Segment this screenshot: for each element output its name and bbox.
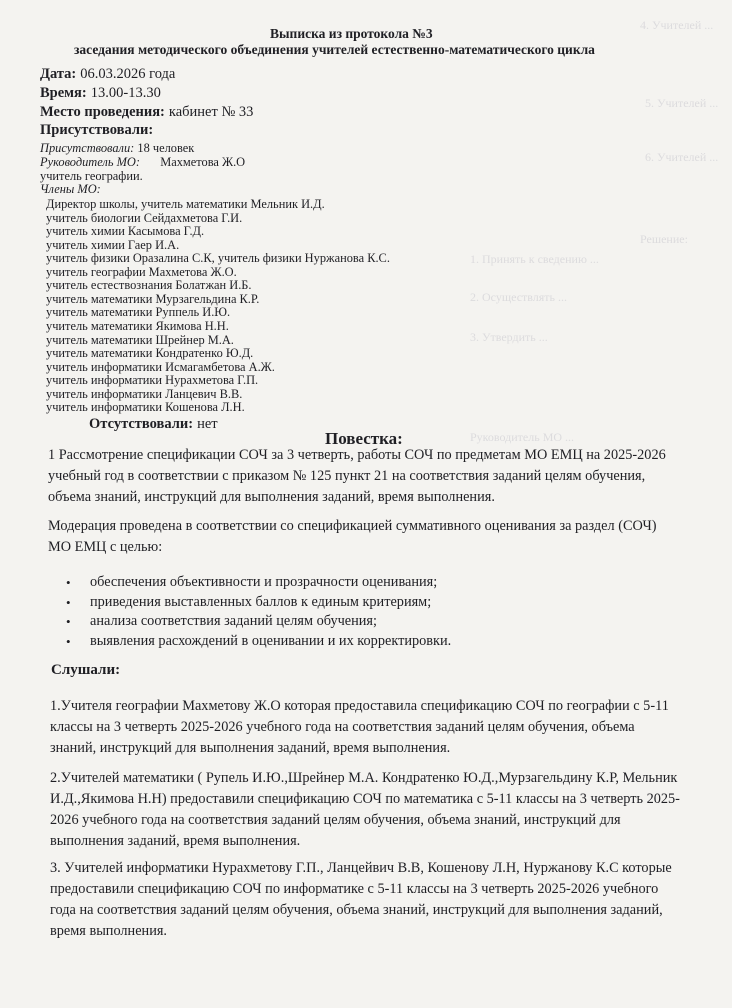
member-item: учитель биологии Сейдахметова Г.И. <box>46 210 243 225</box>
members-label: Члены МО: <box>40 182 101 196</box>
absent-row <box>89 415 218 433</box>
member-item: учитель математики Кондратенко Ю.Д. <box>46 346 254 361</box>
member-item: учитель географии Махметова Ж.О. <box>46 264 237 279</box>
member-item: учитель информатики Ланцевич В.В. <box>46 386 243 401</box>
member-item: учитель математики Шрейнер М.А. <box>46 332 234 347</box>
heard-p2-line: И.Д.,Якимова Н.Н) предоставили спецификацию СОЧ по математика с 5-11 классы на 3 четверть 2025- <box>50 791 680 807</box>
present-count-value: 18 человек <box>137 141 195 155</box>
date-label: Дата: <box>40 66 77 82</box>
place-row <box>40 103 253 121</box>
member-item: учитель математики Мурзагельдина К.Р. <box>46 291 260 306</box>
heard-paragraph-2 <box>50 768 680 852</box>
list-item: • обеспечения объективности и прозрачности оценивания; <box>48 573 451 593</box>
present-heading: Присутствовали: <box>40 122 154 138</box>
moderation-paragraph <box>48 516 657 558</box>
member-item: учитель химии Касымова Г.Д. <box>46 224 205 239</box>
agenda-item-1-line: учебный год в соответствии с приказом № 125 пункт 21 на соответствия заданий целям обучения, <box>48 468 646 484</box>
time-row <box>40 84 161 102</box>
member-item: учитель математики Руппель И.Ю. <box>46 305 231 320</box>
heard-paragraph-1 <box>50 696 669 759</box>
time-label: Время: <box>40 85 87 101</box>
head-label: Руководитель МО: <box>40 155 140 169</box>
list-item: • анализа соответствия заданий целям обучения; <box>48 612 451 632</box>
head-value: Махметова Ж.О <box>160 155 246 169</box>
goals-list <box>48 573 451 651</box>
member-item: учитель информатики Нурахметова Г.П. <box>46 373 259 388</box>
absent-value: нет <box>197 416 218 432</box>
heard-p2-line: 2.Учителей математики ( Рупель И.Ю.,Шрейнер М.А. Кондратенко Ю.Д.,Мурзагельдину К.Р, Мельник <box>50 770 678 786</box>
document-page: 4. Учителей ... 5. Учителей ... 6. Учителей ... Решение: 1. Принять к сведению ... 2. Осуществлять ... 3. Утвердить ... Руководитель МО ... Выписка из протокола №3 заседания методического объединения учителей естественно-математического цикла Дата: 06.03.2026 года Время: 13.00-13.30 Место проведения: кабинет № 33 Присутствовали: Присутствовали: 18 человек Руководитель МО: Махметова Ж.О учитель географии. Члены МО: Директор школы, учитель математики Мельник И.Д. учитель биологии Сейдахметова Г.И. учитель химии Касымова Г.Д. учитель химии Гаер И.А. учитель физики Оразалина С.К, учитель физики Нуржанова К.С. учитель географии Махметова Ж.О. учитель естествознания Болатжан И.Б. учитель математики Мурзагельдина К.Р. учитель математики Руппель И.Ю. учитель математики Якимова Н.Н. учитель математики Шрейнер М.А. учитель математики Кондратенко Ю.Д. учитель информатики Исмагамбетова А.Ж. учитель информатики Нурахметова Г.П. учитель информатики Ланцевич В.В. учитель информатики Кошенова Л.Н. Отсутствовали: нет Повестка: 1 Рассмотрение спецификации СОЧ за 3 четверть, работы СОЧ по предметам МО ЕМЦ на 2025-2026 учебный год в соответствии с приказом № 125 пункт 21 на соответствия заданий целям обучения, объема знаний, инструкций для выполнения заданий, время выполнения. Модерация проведена в соответствии со спецификацией суммативного оценивания за раздел (СОЧ) МО ЕМЦ с целью: • обеспечения объективности и прозрачности оценивания; • приведения выставленных баллов к единым критериям; • анализа соответствия заданий целям обучения; • выявления расхождений в оценивании и их корректировки. Слушали: 1.Учителя географии Махметову Ж.О которая предоставила спецификацию СОЧ по географии с 5-11 классы на 3 четверть 2025-2026 учебного года на соответствия заданий целям обучения, объема знаний, инструкций для выполнения заданий, время выполнения. 2.Учителей математики ( Рупель И.Ю.,Шрейнер М.А. Кондратенко Ю.Д.,Мурзагельдину К.Р, Мельник И.Д.,Якимова Н.Н) предоставили спецификацию СОЧ по математика с 5-11 классы на 3 четверть 2025- 2026 учебного года на соответствия заданий целям обучения, объема знаний, инструкций для выполнения заданий, время выполнения. 3. Учителей информатики Нурахметову Г.П., Ланцейвич В.В, Кошенову Л.Н, Нуржанову К.С которые предоставили спецификацию СОЧ по информатике с 5-11 классы на 3 четверть 2025-2026 учебного года на соответствия заданий целям обучения, объема знаний, инструкций для выполнения заданий, время выполнения. <box>0 0 732 1008</box>
member-item: учитель физики Оразалина С.К, учитель физики Нуржанова К.С. <box>46 251 390 266</box>
absent-label: Отсутствовали: <box>89 416 194 432</box>
present-count-label: Присутствовали: <box>40 141 135 155</box>
agenda-item-1 <box>48 445 666 508</box>
place-label: Место проведения: <box>40 104 165 120</box>
heard-p3-line: время выполнения. <box>50 923 167 939</box>
date-value: 06.03.2026 года <box>80 66 176 82</box>
agenda-heading: Повестка: <box>325 429 403 448</box>
moderation-line: МО ЕМЦ с целью: <box>48 539 163 555</box>
heard-p1-line: классы на 3 четверть 2025-2026 учебного года на соответствия заданий целям обучения, объема <box>50 719 635 735</box>
heard-heading: Слушали: <box>51 662 121 678</box>
heard-paragraph-3 <box>50 858 672 942</box>
head-row <box>40 156 245 170</box>
member-item: учитель информатики Исмагамбетова А.Ж. <box>46 359 275 374</box>
moderation-line: Модерация проведена в соответствии со спецификацией суммативного оценивания за раздел (СОЧ) <box>48 518 657 534</box>
heard-p3-line: 3. Учителей информатики Нурахметову Г.П., Ланцейвич В.В, Кошенову Л.Н, Нуржанову К.С которые <box>50 860 672 876</box>
place-value: кабинет № 33 <box>168 104 254 120</box>
heard-p3-line: года на соответствия заданий целям обучения, объема знаний, инструкций для выполнения заданий, <box>50 902 663 918</box>
member-item: Директор школы, учитель математики Мельник И.Д. <box>46 197 325 211</box>
heard-p3-line: предоставили спецификацию СОЧ по информатике с 5-11 классы на 3 четверть 2025-2026 учебного <box>50 881 659 897</box>
date-row <box>40 65 175 83</box>
agenda-item-1-line: объема знаний, инструкций для выполнения заданий, время выполнения. <box>48 489 495 505</box>
list-item: • выявления расхождений в оценивании и их корректировки. <box>48 632 451 652</box>
heard-p2-line: 2026 учебного года на соответствия заданий целям обучения, объема знаний, инструкций для <box>50 812 621 828</box>
list-item: • приведения выставленных баллов к единым критериям; <box>48 593 451 613</box>
document-title: Выписка из протокола №3 <box>270 26 433 41</box>
member-item: учитель химии Гаер И.А. <box>46 237 180 252</box>
head-role: учитель географии. <box>40 169 143 183</box>
heard-p1-line: знаний, инструкций для выполнения заданий, время выполнения. <box>50 740 451 756</box>
member-item: учитель естествознания Болатжан И.Б. <box>46 278 252 293</box>
member-item: учитель информатики Кошенова Л.Н. <box>46 400 245 415</box>
present-count-row <box>40 142 194 156</box>
heard-p2-line: выполнения заданий, время выполнения. <box>50 833 301 849</box>
time-value: 13.00-13.30 <box>90 85 161 101</box>
agenda-item-1-line: 1 Рассмотрение спецификации СОЧ за 3 четверть, работы СОЧ по предметам МО ЕМЦ на 2025-2026 <box>48 447 666 463</box>
member-item: учитель математики Якимова Н.Н. <box>46 318 229 333</box>
heard-p1-line: 1.Учителя географии Махметову Ж.О которая предоставила спецификацию СОЧ по географии с 5-11 <box>50 698 669 714</box>
document-subtitle: заседания методического объединения учителей естественно-математического цикла <box>74 42 595 57</box>
